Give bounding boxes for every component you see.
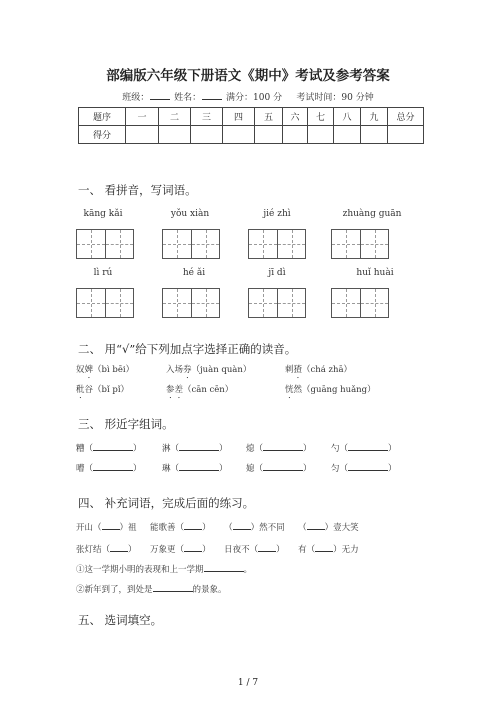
- answer-blank[interactable]: [93, 461, 133, 471]
- writing-grid[interactable]: [248, 229, 306, 259]
- score-cell[interactable]: [191, 126, 223, 144]
- pinyin-label: kāng kǎi: [83, 209, 123, 219]
- reading-item: 入场券（juàn quàn）: [166, 365, 252, 375]
- page-number: 1 / 7: [237, 678, 259, 688]
- fill-sentence: ②新年到了，到处是 的景象。: [76, 582, 227, 595]
- score-cell[interactable]: [388, 126, 424, 144]
- idiom-row: 开山（ ）祖 能歌善（ ） （ ）然不同 （ ）壹大笑: [76, 520, 359, 533]
- answer-blank[interactable]: [307, 520, 325, 530]
- writing-grid[interactable]: [76, 288, 134, 318]
- header-cell: 七: [308, 108, 334, 126]
- answer-blank[interactable]: [184, 520, 202, 530]
- section-3-heading: 三、 形近字组词。: [78, 417, 174, 431]
- reading-item: 恍然（guāng huǎng）: [285, 385, 376, 395]
- section-2-heading: 二、 用“√”给下列加点字选择正确的读音。: [78, 342, 297, 356]
- word-item: 糟（ ）: [76, 441, 142, 454]
- pinyin-label: jié zhì: [263, 209, 291, 219]
- score-cell[interactable]: [334, 126, 361, 144]
- score-table-header: [79, 108, 424, 126]
- idiom-row: 张灯结（ ） 万象更（ ） 日夜不（ ） 有（ ）无力: [76, 542, 359, 555]
- pinyin-label: hé ǎi: [182, 268, 206, 278]
- header-cell: 六: [283, 108, 308, 126]
- name-label: 姓名：: [174, 93, 202, 103]
- score-table: [78, 107, 424, 144]
- answer-blank[interactable]: [204, 562, 244, 572]
- answer-blank[interactable]: [263, 461, 303, 471]
- section-1-heading: 一、 看拼音，写词语。: [78, 183, 197, 197]
- score-cell[interactable]: [361, 126, 388, 144]
- reading-item: 刺猹（chá zhā）: [285, 365, 353, 375]
- writing-grid[interactable]: [162, 229, 220, 259]
- header-cell: 五: [255, 108, 283, 126]
- word-item: 嘈（ ）: [76, 461, 142, 474]
- name-blank: [202, 91, 222, 100]
- header-cell: 一: [126, 108, 159, 126]
- header-cell: 四: [223, 108, 255, 126]
- score-cell[interactable]: [126, 126, 159, 144]
- header-cell: 题序: [79, 108, 126, 126]
- writing-grid[interactable]: [331, 229, 389, 259]
- pinyin-label: yǒu xiàn: [170, 209, 210, 219]
- writing-grid[interactable]: [76, 229, 134, 259]
- page-title: 部编版六年级下册语文《期中》考试及参考答案: [106, 68, 390, 84]
- header-cell: 九: [361, 108, 388, 126]
- word-item: 匀（ ）: [331, 461, 397, 474]
- section-4-heading: 四、 补充词语，完成后面的练习。: [78, 496, 255, 510]
- word-item: 淋（ ）: [162, 441, 228, 454]
- writing-grid[interactable]: [248, 288, 306, 318]
- pinyin-label: lì rú: [93, 268, 113, 278]
- answer-blank[interactable]: [258, 542, 276, 552]
- header-cell: 二: [159, 108, 191, 126]
- writing-grid[interactable]: [162, 288, 220, 318]
- score-cell[interactable]: [308, 126, 334, 144]
- answer-blank[interactable]: [348, 461, 388, 471]
- full-score: 满分：100 分: [226, 93, 283, 103]
- class-blank: [150, 91, 170, 100]
- score-row-label: 得分: [79, 126, 126, 144]
- answer-blank[interactable]: [102, 520, 120, 530]
- answer-blank[interactable]: [315, 542, 333, 552]
- reading-item: 奴婢（bì bēi）: [76, 365, 135, 375]
- score-cell[interactable]: [255, 126, 283, 144]
- answer-blank[interactable]: [179, 441, 219, 451]
- class-label: 班级：: [122, 93, 150, 103]
- header-cell: 总分: [388, 108, 424, 126]
- answer-blank[interactable]: [93, 441, 133, 451]
- pinyin-label: zhuàng guān: [342, 209, 402, 219]
- answer-blank[interactable]: [110, 542, 128, 552]
- exam-info: [0, 90, 496, 103]
- pinyin-label: huǐ huài: [356, 268, 394, 278]
- answer-blank[interactable]: [233, 520, 251, 530]
- word-item: 勺（ ）: [331, 441, 397, 454]
- score-cell[interactable]: [159, 126, 191, 144]
- score-row: [79, 126, 424, 144]
- score-cell[interactable]: [223, 126, 255, 144]
- exam-time: 考试时间：90 分钟: [296, 93, 374, 103]
- header-cell: 三: [191, 108, 223, 126]
- reading-item: 秕谷（bǐ pǐ）: [76, 385, 130, 395]
- answer-blank[interactable]: [153, 582, 193, 592]
- header-cell: 八: [334, 108, 361, 126]
- score-cell[interactable]: [283, 126, 308, 144]
- word-item: 熄（ ）: [246, 441, 312, 454]
- writing-grid[interactable]: [331, 288, 389, 318]
- word-item: 媳（ ）: [246, 461, 312, 474]
- section-5-heading: 五、 选词填空。: [78, 613, 163, 627]
- answer-blank[interactable]: [348, 441, 388, 451]
- answer-blank[interactable]: [179, 461, 219, 471]
- answer-blank[interactable]: [184, 542, 202, 552]
- word-item: 琳（ ）: [162, 461, 228, 474]
- reading-item: 参差（cān cēn）: [166, 385, 234, 395]
- fill-sentence: ①这一学期小明的表现和上一学期 。: [76, 562, 252, 575]
- answer-blank[interactable]: [263, 441, 303, 451]
- pinyin-label: jī dì: [268, 268, 286, 278]
